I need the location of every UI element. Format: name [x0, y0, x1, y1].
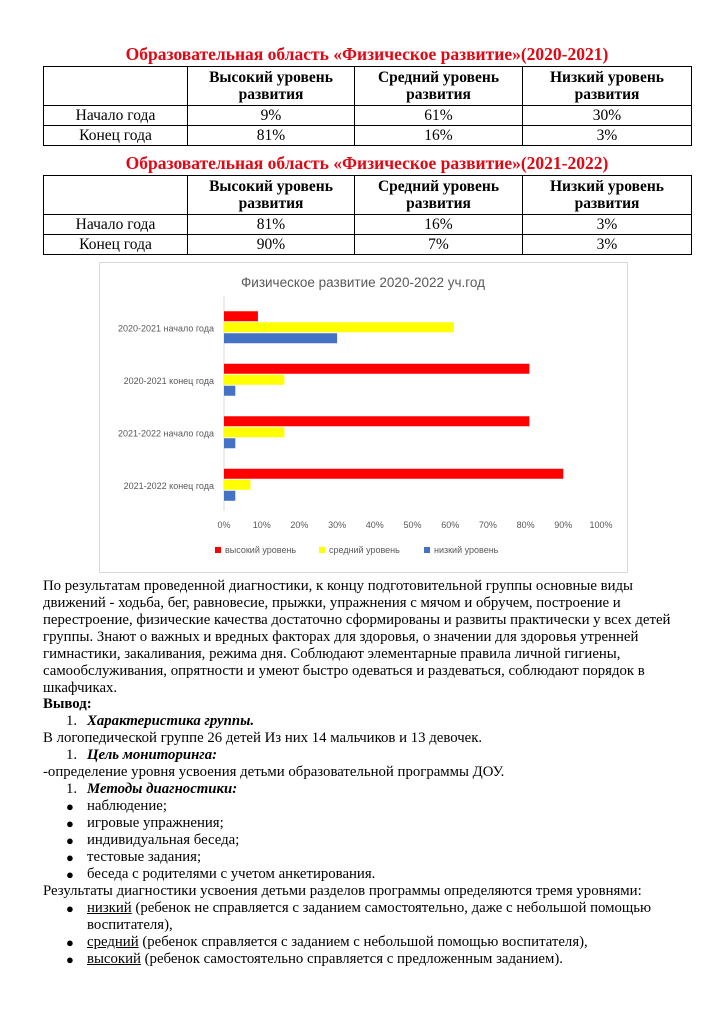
method-item: индивидуальная беседа;	[87, 832, 240, 848]
x-tick-label: 80%	[516, 520, 535, 530]
level-desc: (ребенок справляется с заданием с небольшой помощью воспитателя),	[138, 934, 588, 950]
section-2-text: -определение уровня усвоения детьми образовательной программы ДОУ.	[43, 764, 505, 780]
table-row	[44, 126, 692, 146]
method-item: тестовые задания;	[87, 849, 202, 865]
cell-value: 3%	[523, 215, 692, 235]
method-item: наблюдение;	[87, 798, 167, 814]
cell-value: 9%	[188, 106, 355, 126]
bar-low	[224, 491, 235, 501]
x-tick-label: 40%	[365, 520, 384, 530]
bar-medium	[224, 480, 250, 490]
category-label: 2021-2022 конец года	[123, 480, 214, 491]
legend-label: средний уровень	[329, 545, 400, 555]
header-medium: Средний уровень развития	[355, 176, 523, 215]
bullet-icon: ●	[66, 901, 74, 916]
table-header-row	[44, 67, 692, 106]
table-header-row	[44, 176, 692, 215]
bar-high	[224, 416, 529, 426]
row-label: Конец года	[44, 126, 188, 146]
x-tick-label: 70%	[478, 520, 497, 530]
x-tick-label: 30%	[328, 520, 347, 530]
bullet-icon: ●	[66, 850, 74, 865]
cell-value: 16%	[355, 215, 523, 235]
legend-swatch	[319, 547, 325, 553]
level-term: высокий	[87, 951, 141, 967]
legend-label: высокий уровень	[225, 545, 297, 555]
table-2-title: Образовательная область «Физическое развитие»(2021-2022)	[125, 153, 609, 173]
section-1-number: 1.	[66, 713, 78, 729]
table-row	[44, 106, 692, 126]
bar-low	[224, 438, 235, 448]
bullet-icon: ●	[66, 952, 74, 967]
cell-value: 7%	[355, 235, 523, 255]
results-paragraph: По результатам проведенной диагностики, к концу подготовительной группы основные виды движений - ходьба, бег, равновесие, прыжки, упражнения с мячом и обручем, построение и перестроение, физические качества достаточно сформированы и развиты практически у всех детей группы. Знают о важных и вредных факторах для здоровья, о значении для здоровья утренней гимнастики, закаливания, режима дня. Соблюдают элементарные правила личной гигиены, самообслуживания, опрятности и умеют быстро одеваться и раздеваться, соблюдают порядок в шкафчиках.	[43, 578, 671, 696]
results-table-2021-2022	[43, 175, 692, 255]
section-1-title: Характеристика группы.	[87, 713, 255, 729]
x-tick-label: 90%	[554, 520, 573, 530]
header-empty	[44, 176, 188, 215]
cell-value: 81%	[188, 126, 355, 146]
x-tick-label: 50%	[403, 520, 422, 530]
section-3-number: 1.	[66, 781, 78, 797]
bar-low	[224, 333, 337, 343]
cell-value: 30%	[523, 106, 692, 126]
header-high: Высокий уровень развития	[188, 176, 355, 215]
category-label: 2021-2022 начало года	[117, 428, 214, 439]
bullet-icon: ●	[66, 833, 74, 848]
results-table-2020-2021	[43, 66, 692, 146]
cell-value: 16%	[355, 126, 523, 146]
level-term: средний	[87, 934, 139, 950]
conclusion-label: Вывод:	[43, 696, 92, 712]
header-empty	[44, 67, 188, 106]
cell-value: 90%	[188, 235, 355, 255]
section-2-title: Цель мониторинга:	[87, 747, 218, 763]
level-item-high	[87, 951, 563, 968]
cell-value: 81%	[188, 215, 355, 235]
x-tick-label: 0%	[217, 520, 231, 530]
category-label: 2020-2021 конец года	[123, 375, 214, 386]
bullet-icon: ●	[66, 799, 74, 814]
bar-chart-container	[99, 262, 628, 573]
table-1-title: Образовательная область «Физическое развитие»(2020-2021)	[125, 44, 609, 64]
level-desc: (ребенок не справляется с заданием самостоятельно, даже с небольшой помощью	[131, 900, 652, 916]
x-tick-label: 100%	[589, 520, 613, 530]
header-high: Высокий уровень развития	[188, 67, 355, 106]
table-row	[44, 215, 692, 235]
legend-swatch	[424, 547, 430, 553]
table-row	[44, 235, 692, 255]
row-label: Начало года	[44, 106, 188, 126]
row-label: Конец года	[44, 235, 188, 255]
bullet-icon: ●	[66, 935, 74, 950]
level-desc: (ребенок самостоятельно справляется с предложенным заданием).	[140, 951, 563, 967]
x-tick-label: 10%	[252, 520, 271, 530]
section-2-number: 1.	[66, 747, 78, 763]
bar-high	[224, 364, 529, 374]
cell-value: 61%	[355, 106, 523, 126]
section-1-text: В логопедической группе 26 детей Из них 14 мальчиков и 13 девочек.	[43, 730, 483, 746]
cell-value: 3%	[523, 126, 692, 146]
bullet-icon: ●	[66, 867, 74, 882]
section-3-title: Методы диагностики:	[87, 781, 238, 797]
x-tick-label: 20%	[290, 520, 309, 530]
bar-medium	[224, 322, 454, 332]
header-low: Низкий уровень развития	[523, 176, 692, 215]
bar-high	[224, 469, 563, 479]
cell-value: 3%	[523, 235, 692, 255]
level-item-low	[87, 900, 651, 917]
level-item-medium	[87, 934, 588, 951]
header-low: Низкий уровень развития	[523, 67, 692, 106]
legend-label: низкий уровень	[434, 545, 499, 555]
header-medium: Средний уровень развития	[355, 67, 523, 106]
bar-chart	[100, 263, 627, 572]
levels-intro: Результаты диагностики усвоения детьми разделов программы определяются тремя уровнями:	[43, 883, 642, 899]
legend-swatch	[215, 547, 221, 553]
bar-medium	[224, 375, 284, 385]
level-item-low-cont: воспитателя),	[87, 917, 173, 933]
bullet-icon: ●	[66, 816, 74, 831]
bar-high	[224, 311, 258, 321]
bar-medium	[224, 427, 284, 437]
category-label: 2020-2021 начало года	[117, 323, 214, 334]
level-term: низкий	[87, 900, 132, 916]
method-item: беседа с родителями с учетом анкетирования.	[87, 866, 376, 882]
chart-title: Физическое развитие 2020-2022 уч.год	[241, 275, 485, 290]
method-item: игровые упражнения;	[87, 815, 224, 831]
row-label: Начало года	[44, 215, 188, 235]
x-tick-label: 60%	[441, 520, 460, 530]
bar-low	[224, 386, 235, 396]
